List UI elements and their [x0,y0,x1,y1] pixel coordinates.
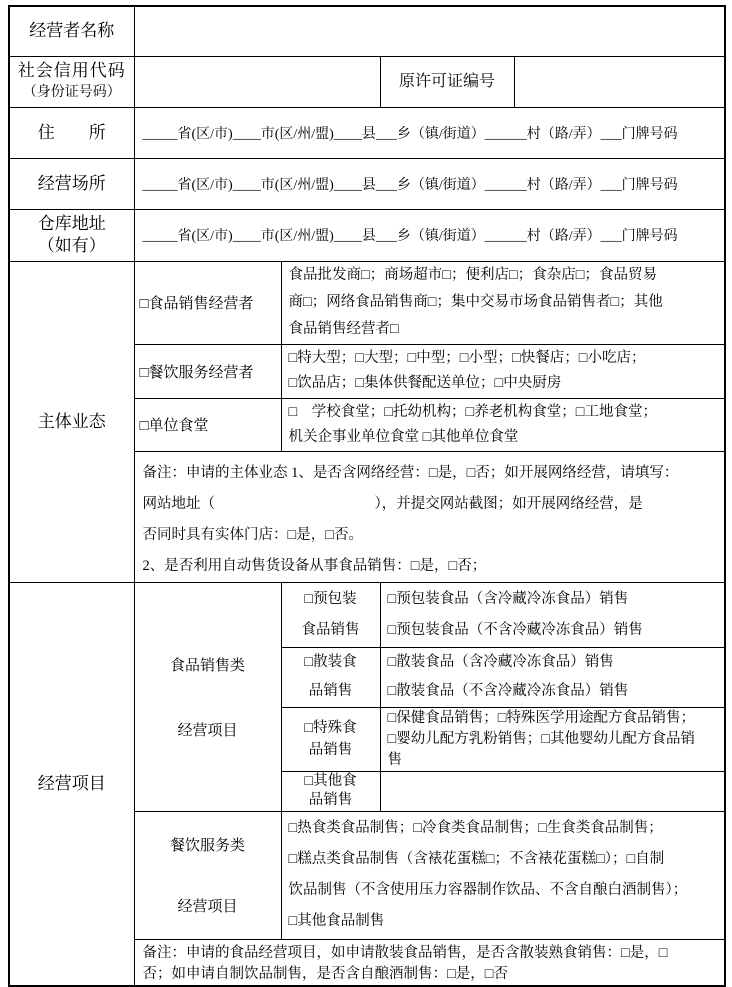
catering-group-label [134,811,281,939]
remark-line: 网站地址（ ），并提交网站截图；如开展网络经营，是 [142,495,643,512]
detail-line: □散装食品（不含冷藏冷冻食品）销售 [387,683,629,699]
subject-type-label: 主体业态 [9,261,134,582]
item-name-line: □其他食 [304,773,357,789]
item-name-line: □特殊食 [304,720,357,736]
credit-code-label-line2: （身份证号码） [22,84,121,100]
detail-line: 食品批发商□；商场超市□；便利店□；食杂店□；食品贸易 [288,267,658,283]
detail-line: 饮品制售（不含使用压力容器制作饮品、不含自酿白酒制售）； [288,882,688,898]
warehouse-label-line1: 仓库地址 [37,214,106,233]
food-seller-checkbox-cell[interactable]: □食品销售经营者 [134,261,281,344]
special-food-detail-cell[interactable] [380,707,725,771]
detail-line: 机关企事业单位食堂 □其他单位食堂 [288,428,519,445]
prepackaged-checkbox-cell[interactable] [281,582,380,647]
canteen-detail-cell[interactable] [281,398,725,451]
detail-line: □预包装食品（含冷藏冷冻食品）销售 [387,590,629,607]
item-name-line: 品销售 [308,683,353,699]
remark-line: 否；如申请自制饮品制售，是否含自酿酒制售：□是，□否 [142,965,509,982]
bulk-detail-cell[interactable] [380,647,725,707]
original-license-value[interactable] [514,56,725,107]
other-sales-detail-cell [380,771,725,811]
detail-line: □糕点类食品制售（含裱花蛋糕□；不含裱花蛋糕□）；□自制 [288,851,665,867]
operator-name-value[interactable] [134,6,725,56]
detail-line: 售 [387,751,402,768]
detail-line: 商□；网络食品销售商□；集中交易市场食品销售者□；其他 [288,294,663,310]
catering-operator-detail-cell[interactable] [281,344,725,398]
detail-line: □其他食品制售 [288,913,385,929]
original-license-label: 原许可证编号 [380,56,514,107]
warehouse-label-line2: （如有） [37,236,106,255]
prepackaged-detail-cell[interactable] [380,582,725,647]
bulk-checkbox-cell[interactable] [281,647,380,707]
detail-line: 食品销售经营者□ [288,321,399,337]
item-name-line: 品销售 [308,792,353,808]
operator-name-label: 经营者名称 [9,6,134,56]
item-name-line: 品销售 [308,742,353,758]
detail-line: □特大型；□大型；□中型；□小型；□快餐店；□小吃店； [288,350,646,366]
catering-group-line2: 经营项目 [177,899,238,915]
other-sales-checkbox-cell[interactable] [281,771,380,811]
business-items-remark-cell[interactable] [134,939,725,986]
detail-line: □保健食品销售；□特殊医学用途配方食品销售； [387,709,696,726]
residence-label: 住 所 [9,107,134,158]
food-sales-group-line1: 食品销售类 [169,657,245,674]
item-name-line: 食品销售 [301,621,360,638]
detail-line: □散装食品（含冷藏冷冻食品）销售 [387,654,614,670]
warehouse-value[interactable]: _____省(区/市)____市(区/州/盟)____县___乡（镇/街道）______村（路/弄）___门牌号码 [134,209,725,261]
remark-line: 否同时具有实体门店：□是，□否。 [142,526,364,543]
detail-line: □预包装食品（不含冷藏冷冻食品）销售 [387,621,643,638]
item-name-line: □散装食 [304,654,357,670]
credit-code-label-line1: 社会信用代码 [17,60,126,80]
premises-value[interactable]: _____省(区/市)____市(区/州/盟)____县___乡（镇/街道）______村（路/弄）___门牌号码 [134,158,725,209]
catering-group-line1: 餐饮服务类 [169,838,245,854]
catering-operator-checkbox-cell[interactable]: □餐饮服务经营者 [134,344,281,398]
detail-line: □饮品店；□集体供餐配送单位；□中央厨房 [288,375,562,391]
subject-type-remark-cell[interactable] [134,451,725,582]
canteen-checkbox-cell[interactable]: □单位食堂 [134,398,281,451]
remark-line: 备注：申请的主体业态 1、是否含网络经营：□是，□否；如开展网络经营，请填写： [142,464,679,481]
remark-line: 2、是否利用自动售货设备从事食品销售：□是，□否； [142,557,487,574]
remark-line: 备注：申请的食品经营项目，如申请散装食品销售，是否含散装熟食销售：□是，□ [142,944,668,961]
credit-code-value[interactable] [134,56,380,107]
food-seller-detail-cell[interactable] [281,261,725,344]
item-name-line: □预包装 [304,590,357,607]
special-food-checkbox-cell[interactable] [281,707,380,771]
premises-label: 经营场所 [9,158,134,209]
credit-code-label [9,56,134,107]
residence-value[interactable]: _____省(区/市)____市(区/州/盟)____县___乡（镇/街道）______村（路/弄）___门牌号码 [134,107,725,158]
detail-line: □婴幼儿配方乳粉销售；□其他婴幼儿配方食品销 [387,730,696,747]
detail-line: □ 学校食堂；□托幼机构；□养老机构食堂；□工地食堂； [288,403,658,420]
food-sales-group-line2: 经营项目 [177,722,238,739]
business-items-label: 经营项目 [9,582,134,986]
catering-detail-cell[interactable] [281,811,725,939]
food-business-license-form [8,5,726,987]
warehouse-label [9,209,134,261]
detail-line: □热食类食品制售；□冷食类食品制售；□生食类食品制售； [288,820,663,836]
food-sales-group-label [134,582,281,811]
